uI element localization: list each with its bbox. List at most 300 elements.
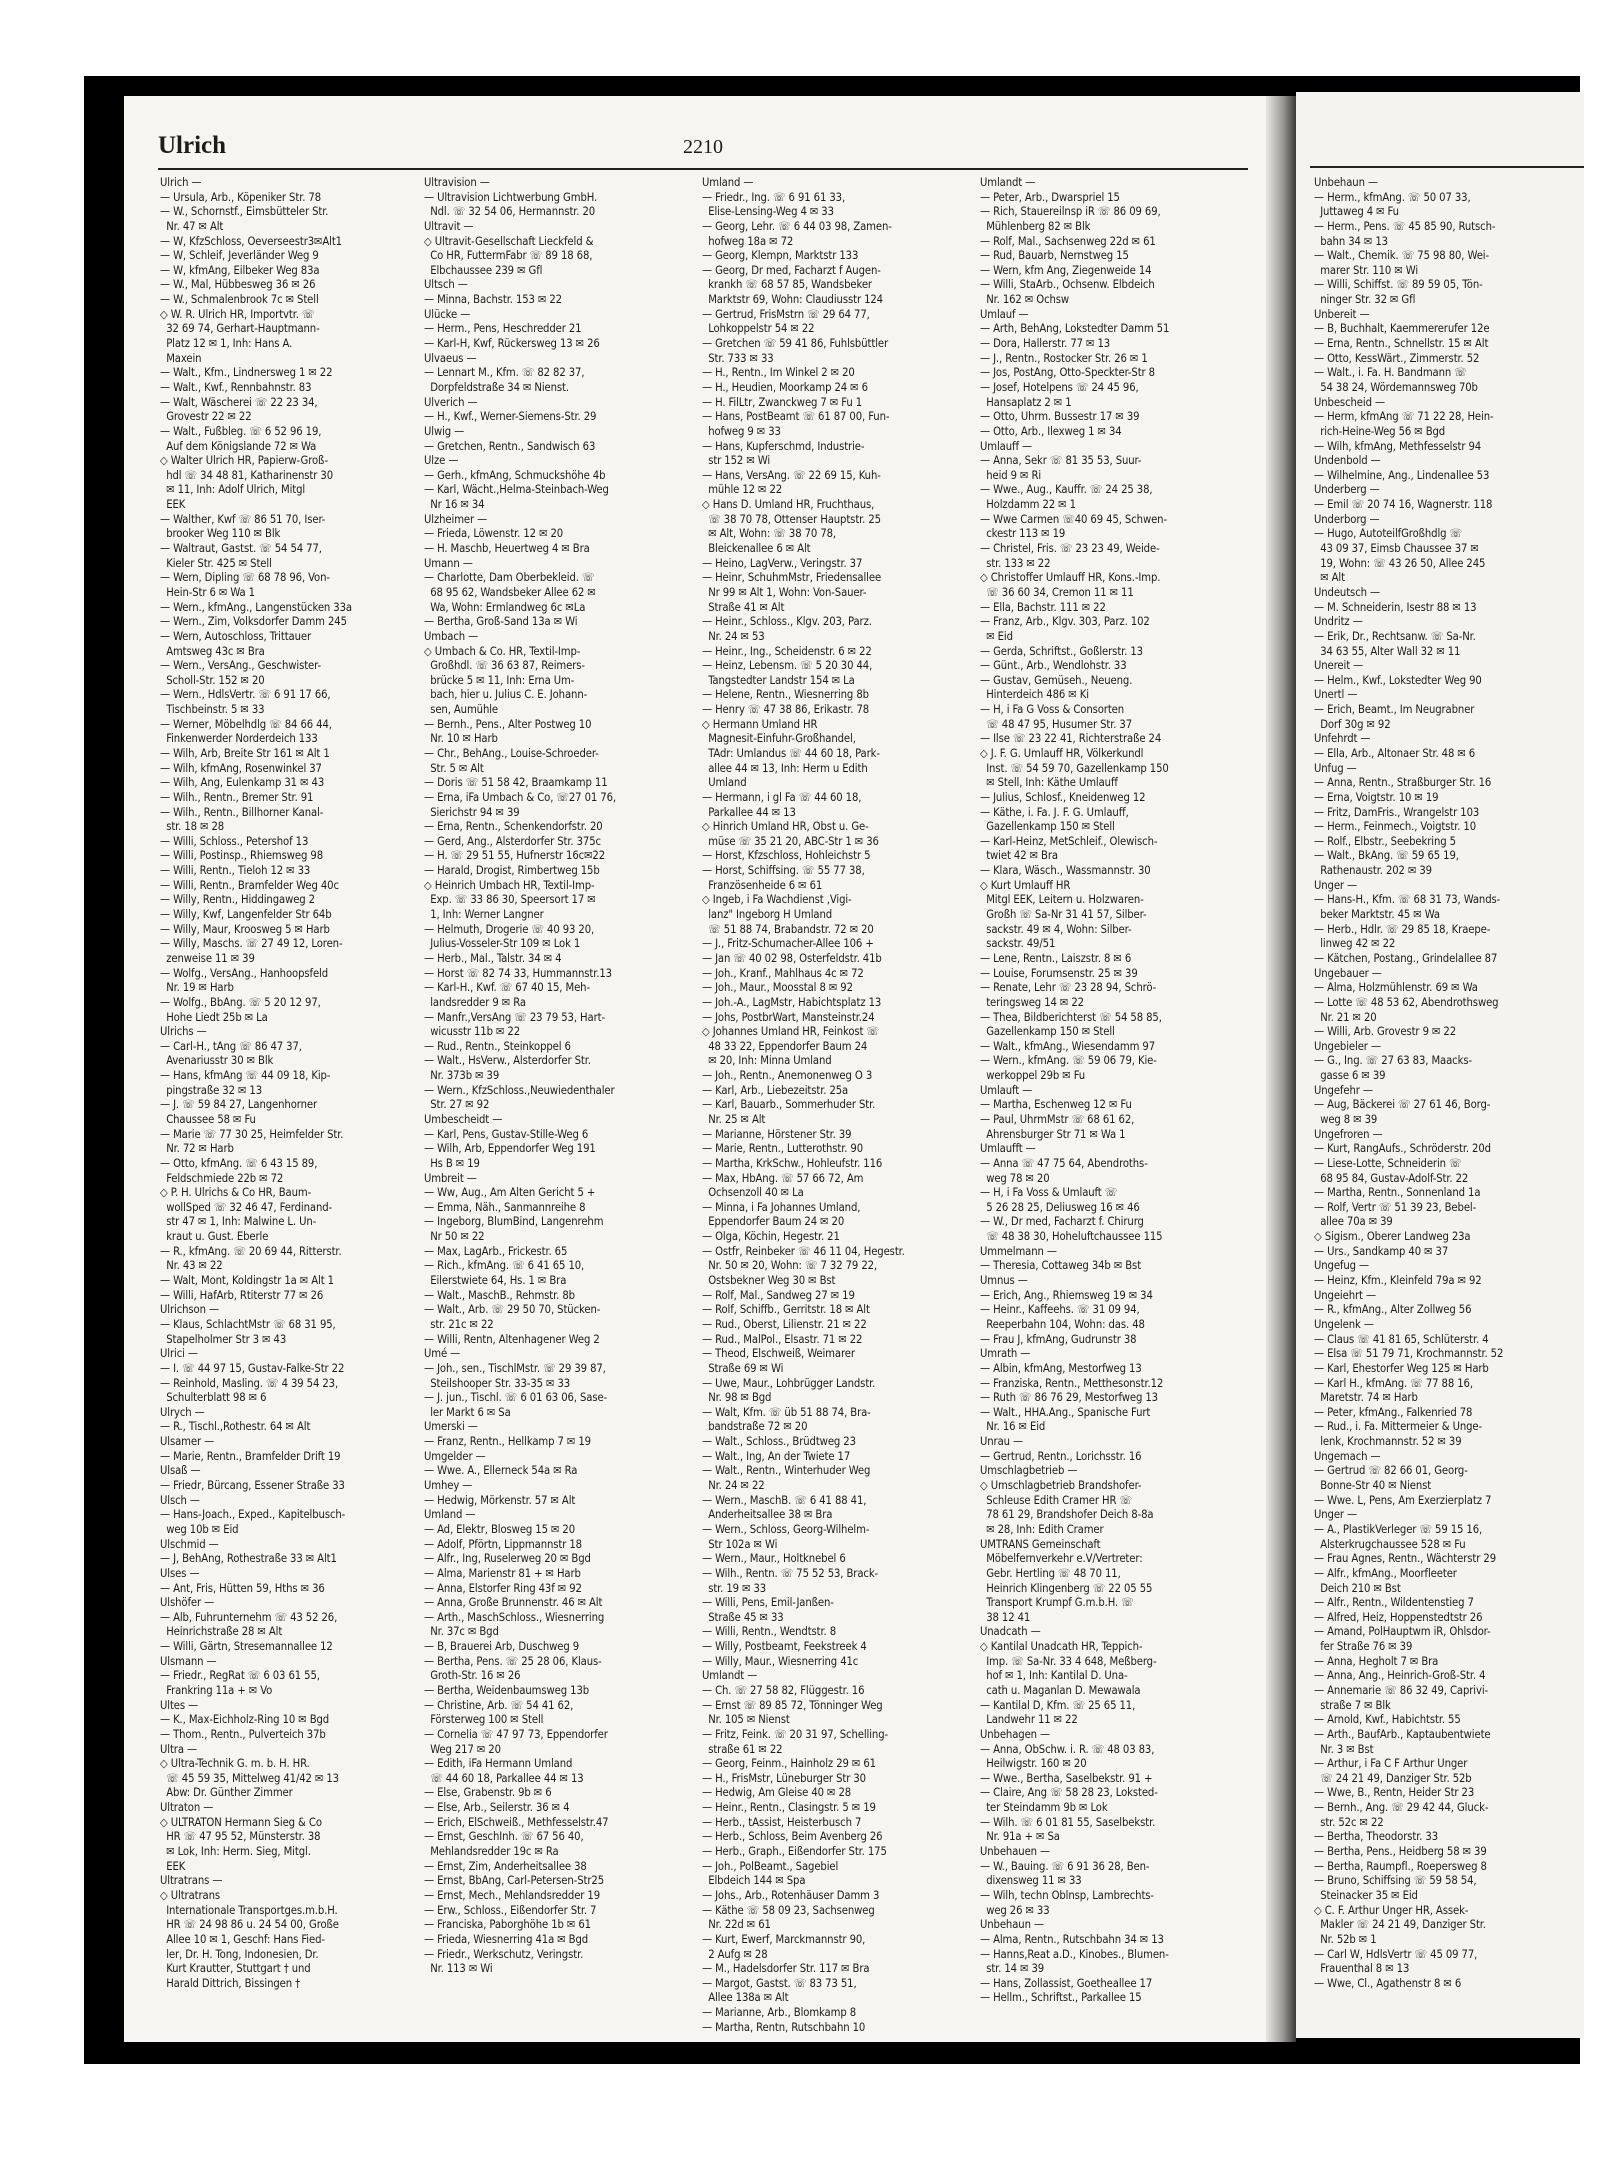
directory-entry-line: — Herm., Pens, Heschredder 21 [424,322,582,336]
directory-entry-line: — I. ☏ 44 97 15, Gustav-Falke-Str 22 [160,1361,345,1375]
directory-entry-line: — Wern., VersAng., Geschwister- [160,659,322,673]
directory-entry-line: ☏ 36 60 34, Cremon 11 ✉ 11 [980,585,1134,599]
directory-entry-line: — R., kfmAng. ☏ 20 69 44, Ritterstr. [160,1244,342,1258]
directory-entry-line: — H., Kwf., Werner-Siemens-Str. 29 [424,410,597,424]
directory-entry-line: 48 33 22, Eppendorfer Baum 24 [702,1039,868,1053]
directory-entry-line: ☏ 38 70 78, Ottenser Hauptstr. 25 [702,512,881,526]
directory-entry-line: Unbescheid — [1314,395,1385,409]
directory-entry-line: Umschlagbetrieb — [980,1464,1078,1478]
directory-entry-line: Marktstr 69, Wohn: Claudiusstr 124 [702,293,883,307]
directory-entry-line: Försterweg 100 ✉ Stell [424,1713,544,1727]
directory-entry-line: — Else, Arb., Seilerstr. 36 ✉ 4 [424,1801,570,1815]
directory-entry-line: — Peter, kfmAng., Falkenried 78 [1314,1405,1473,1419]
directory-entry-line: — Liese-Lotte, Schneiderin ☏ [1314,1156,1462,1170]
directory-entry-line: Str 102a ✉ Wi [702,1537,778,1551]
directory-entry-line: — Johs., Arb., Rotenhäuser Damm 3 [702,1888,880,1902]
directory-entry-line: — Alfred, Heiz, Hoppenstedtstr 26 [1314,1610,1483,1624]
directory-entry-line: wicusstr 11b ✉ 22 [424,1025,521,1039]
directory-entry-line: 54 38 24, Wördemannsweg 70b [1314,380,1478,394]
directory-entry-line: str. 14 ✉ 39 [980,1962,1045,1976]
directory-entry-line: kraut u. Gust. Eberle [160,1230,269,1244]
directory-entry-line: Ulvaeus — [424,351,477,365]
directory-entry-line: TAdr: Umlandus ☏ 44 60 18, Park- [702,746,880,760]
directory-entry-line: — Joh., Rentn., Anemonenweg O 3 [702,1069,873,1083]
directory-entry-line: — Theod, Elschweiß, Weimarer [702,1347,855,1361]
directory-entry-line: — Bertha, Pens. ☏ 25 28 06, Klaus- [424,1654,602,1668]
directory-entry-line: — Willi, Rentn., Tieloh 12 ✉ 33 [160,864,311,878]
directory-entry-line: — Karl, Ehestorfer Weg 125 ✉ Harb [1314,1361,1489,1375]
directory-entry-line: — Kätchen, Postang., Grindelallee 87 [1314,951,1498,965]
directory-entry-line: Maretstr. 74 ✉ Harb [1314,1391,1418,1405]
directory-entry-line: ◇ P. H. Ulrichs & Co HR, Baum- [160,1186,312,1200]
directory-entry-line: — Claus ☏ 41 81 65, Schlüterstr. 4 [1314,1332,1489,1346]
directory-entry-line: — Wern, kfm Ang, Ziegenweide 14 [980,263,1152,277]
directory-entry-line: Ungeiehrt — [1314,1288,1376,1302]
directory-entry-line: Wa, Wohn: Ermlandweg 6c ✉La [424,600,586,614]
directory-entry-line: — Heinr., Rentn., Clasingstr. 5 ✉ 19 [702,1801,876,1815]
directory-entry-line: Ultsch — [424,278,468,292]
directory-entry-line: twiet 42 ✉ Bra [980,849,1058,863]
directory-entry-line: Umann — [424,556,473,570]
directory-entry-line: 68 95 62, Wandsbeker Allee 62 ✉ [424,585,596,599]
directory-entry-line: — Willy, Maur, Kroosweg 5 ✉ Harb [160,922,330,936]
directory-entry-line: — Max, LagArb., Frickestr. 65 [424,1244,568,1258]
directory-entry-line: Unbehaun — [1314,176,1378,189]
directory-entry-line: — Dora, Hallerstr. 77 ✉ 13 [980,337,1111,351]
directory-entry-line: — Thom., Rentn., Pulverteich 37b [160,1727,326,1741]
directory-entry-line: — Erich, Ang., Rhiemsweg 19 ✉ 34 [980,1288,1153,1302]
directory-entry-line: — Hellm., Schriftst., Parkallee 15 [980,1991,1142,2005]
directory-entry-line: Straße 69 ✉ Wi [702,1361,784,1375]
directory-entry-line: — Rud., Oberst, Lilienstr. 21 ✉ 22 [702,1317,867,1331]
directory-entry-line: Nr. 113 ✉ Wi [424,1962,493,1976]
directory-entry-line: bahn 34 ✉ 13 [1314,234,1388,248]
directory-entry-line: Mitgl EEK, Leitern u. Holzwaren- [980,893,1144,907]
directory-entry-line: Finkenwerder Norderdeich 133 [160,732,318,746]
directory-entry-line: — Arth., BaufArb., Kaptaubentwiete [1314,1727,1491,1741]
directory-entry-line: — Heinr, SchuhmMstr, Friedensallee [702,571,882,585]
directory-entry-line: Unereit — [1314,659,1364,673]
directory-entry-line: — H. Maschb, Heuertweg 4 ✉ Bra [424,542,590,556]
directory-entry-line: Umrath — [980,1347,1031,1361]
directory-entry-line: — Wilh, kfmAng, Rosenwinkel 37 [160,761,322,775]
directory-entry-line: — Wilh., Rentn., Bremer Str. 91 [160,790,314,804]
directory-entry-line: Dorf 30g ✉ 92 [1314,717,1391,731]
directory-entry-line: — Willi, Postinsp., Rhiemsweg 98 [160,849,323,863]
directory-entry-line: — Amand, PolHauptwm iR, Ohlsdor- [1314,1625,1491,1639]
directory-entry-line: Nr. 162 ✉ Ochsw [980,293,1070,307]
directory-entry-line: hofweg 18a ✉ 72 [702,234,794,248]
directory-entry-line: — Walt., HHA.Ang., Spanische Furt [980,1405,1151,1419]
directory-entry-line: ✉ Stell, Inh: Käthe Umlauff [980,776,1118,790]
directory-entry-line: — Rolf, Mal., Sandweg 27 ✉ 19 [702,1288,855,1302]
directory-entry-line: Ndl. ☏ 32 54 06, Hermannstr. 20 [424,205,596,219]
directory-entry-line: Maxein [160,351,202,365]
directory-entry-line: — Walt., Chemik. ☏ 75 98 80, Wei- [1314,249,1490,263]
directory-entry-line: ◇ Umbach & Co. HR, Textil-Imp- [424,644,581,658]
directory-entry-line: Hinterdeich 486 ✉ Ki [980,688,1089,702]
directory-entry-line: — H. ☏ 29 51 55, Hufnerstr 16c✉22 [424,849,606,863]
directory-entry-line: ◇ W. R. Ulrich HR, Importvtr. ☏ [160,307,315,321]
directory-entry-line: — Lene, Rentn., Laiszstr. 8 ✉ 6 [980,951,1132,965]
directory-entry-line: Nr. 91a + ✉ Sa [980,1830,1060,1844]
directory-entry-line: — Gustav, Gemüseh., Neueng. [980,673,1133,687]
directory-entry-line: — Hanns,Reat a.D., Kinobes., Blumen- [980,1947,1169,1961]
directory-entry-line: — Herb., Mal., Talstr. 34 ✉ 4 [424,951,562,965]
directory-entry-line: — Doris ☏ 51 58 42, Braamkamp 11 [424,776,608,790]
directory-entry-line: — Alma, Holzmühlenstr. 69 ✉ Wa [1314,981,1478,995]
directory-entry-line: — Else, Grabenstr. 9b ✉ 6 [424,1786,552,1800]
directory-entry-line: str. 19 ✉ 33 [702,1581,767,1595]
directory-entry-line: ◇ Umschlagbetrieb Brandshofer- [980,1479,1142,1493]
directory-entry-line: ◇ Johannes Umland HR, Feinkost ☏ [702,1025,879,1039]
directory-entry-line: ◇ Kantilal Unadcath HR, Teppich- [980,1640,1143,1654]
directory-entry-line: — Harald, Drogist, Rimbertweg 15b [424,864,600,878]
directory-entry-line: — Anna ☏ 47 75 64, Abendroths- [980,1156,1148,1170]
directory-entry-line: — Heinr., Schloss., Klgv. 203, Parz. [702,615,872,629]
directory-entry-line: — Carl W, HdlsVertr ☏ 45 09 77, [1314,1947,1478,1961]
directory-entry-line: — Alb, Fuhrunternehm ☏ 43 52 26, [160,1610,338,1624]
directory-entry-line: Eppendorfer Baum 24 ✉ 20 [702,1215,845,1229]
directory-entry-line: Nr 16 ✉ 34 [424,498,485,512]
directory-entry-line: ☏ 51 88 74, Brabandstr. 72 ✉ 20 [702,922,874,936]
directory-entry-line: Nr. 105 ✉ Nienst [702,1713,790,1727]
directory-entry-line: Unbereit — [1314,307,1370,321]
directory-entry-line: Frauenthal 8 ✉ 13 [1314,1962,1410,1976]
directory-entry-line: Unadcath — [980,1625,1041,1639]
directory-entry-line: Sierichstr 94 ✉ 39 [424,805,520,819]
directory-entry-line: Schleuse Edith Cramer HR ☏ [980,1493,1132,1507]
directory-entry-line: — Bernh., Ang. ☏ 29 42 44, Gluck- [1314,1801,1489,1815]
directory-entry-line: — Anna, Ang., Heinrich-Groß-Str. 4 [1314,1669,1486,1683]
directory-entry-line: — W., Schmalenbrook 7c ✉ Stell [160,293,319,307]
directory-entry-line: Nr. 50 ✉ 20, Wohn: ☏ 7 32 79 22, [702,1259,878,1273]
directory-entry-line: — H, i Fa G Voss & Consorten [980,703,1125,717]
directory-entry-line: Ulrichson — [160,1303,219,1317]
directory-column-2 [424,176,692,1977]
directory-entry-line: — Ella, Arb., Altonaer Str. 48 ✉ 6 [1314,746,1476,760]
directory-entry-line: ◇ J. F. G. Umlauff HR, Völkerkundl [980,746,1144,760]
directory-entry-line: str. 18 ✉ 28 [160,820,225,834]
directory-entry-line: zenweise 11 ✉ 39 [160,951,255,965]
directory-entry-line: — Rolf., Elbstr., Seebekring 5 [1314,834,1456,848]
directory-entry-line: Weg 217 ✉ 20 [424,1742,501,1756]
directory-entry-line: Mehlandsredder 19c ✉ Ra [424,1845,559,1859]
directory-entry-line: — Willi, Rentn, Altenhagener Weg 2 [424,1332,600,1346]
directory-entry-line: — Rolf, Schiffb., Gerritstr. 18 ✉ Alt [702,1303,870,1317]
directory-entry-line: — Ilse ☏ 23 22 41, Richterstraße 24 [980,732,1162,746]
directory-entry-line: — Hans-H., Kfm. ☏ 68 31 73, Wands- [1314,893,1501,907]
directory-entry-line: — Herb., Graph., Eißendorfer Str. 175 [702,1845,887,1859]
directory-entry-line: Kurt Krautter, Stuttgart † und [160,1962,311,1976]
directory-entry-line: — Annemarie ☏ 86 32 49, Caprivi- [1314,1683,1489,1697]
directory-entry-line: — Peter, Arb., Dwarspriel 15 [980,190,1120,204]
directory-entry-line: Umgelder — [424,1449,486,1463]
directory-entry-line: — Karl H., kfmAng. ☏ 77 88 16, [1314,1376,1473,1390]
directory-entry-line: Umlaufft — [980,1142,1036,1156]
directory-entry-line: — Alfr., Ing, Ruselerweg 20 ✉ Bgd [424,1552,591,1566]
directory-entry-line: Ulrici — [160,1347,198,1361]
directory-entry-line: — Wilh, Arb, Breite Str 161 ✉ Alt 1 [160,746,330,760]
directory-entry-line: Ulverich — [424,395,478,409]
directory-entry-line: — Rud, Bauarb, Nernstweg 15 [980,249,1129,263]
directory-entry-line: — R., Tischl.,Rothestr. 64 ✉ Alt [160,1420,311,1434]
directory-entry-line: Umlandt — [980,176,1036,189]
directory-entry-line: Elise-Lensing-Weg 4 ✉ 33 [702,205,834,219]
directory-entry-line: — Erna, Rentn., Schenkendorfstr. 20 [424,820,603,834]
directory-entry-line: Ultravision — [424,176,490,189]
directory-entry-line: Nr 50 ✉ 22 [424,1230,485,1244]
directory-entry-line: — Aug, Bäckerei ☏ 27 61 46, Borg- [1314,1098,1491,1112]
directory-entry-line: — Walt., MaschB., Rehmstr. 8b [424,1288,575,1302]
directory-entry-line: Hohe Liedt 25b ✉ La [160,1010,268,1024]
directory-entry-line: — Gerd, Ang., Alsterdorfer Str. 375c [424,834,601,848]
directory-entry-line: 19, Wohn: ☏ 43 26 50, Allee 245 [1314,556,1486,570]
directory-entry-line: Nr. 16 ✉ Eid [980,1420,1046,1434]
directory-entry-line: — Wern, Dipling ☏ 68 78 96, Von- [160,571,330,585]
directory-entry-line: Str. 5 ✉ Alt [424,761,484,775]
directory-entry-line: Nr. 24 ✉ 53 [702,629,765,643]
directory-entry-line: ✉ Alt, Wohn: ☏ 38 70 78, [702,527,837,541]
directory-entry-line: Parkallee 44 ✉ 13 [702,805,796,819]
directory-entry-line: — H., Heudien, Moorkamp 24 ✉ 6 [702,380,868,394]
directory-entry-line: Ungelenk — [1314,1317,1374,1331]
directory-entry-line: Steinacker 35 ✉ Eid [1314,1888,1418,1902]
directory-entry-line: ◇ Hermann Umland HR [702,717,818,731]
directory-entry-line: Hs B ✉ 19 [424,1156,480,1170]
directory-entry-line: Steilshooper Str. 33-35 ✉ 33 [424,1376,571,1390]
directory-entry-line: — Frieda, Löwenstr. 12 ✉ 20 [424,527,564,541]
directory-entry-line: — Ruth ☏ 86 76 29, Mestorfweg 13 [980,1391,1158,1405]
directory-entry-line: — Hedwig, Mörkenstr. 57 ✉ Alt [424,1493,576,1507]
directory-entry-line: — Minna, Bachstr. 153 ✉ 22 [424,293,562,307]
directory-entry-line: — Rich, Stauereilnsp iR ☏ 86 09 69, [980,205,1161,219]
directory-entry-line: — Käthe ☏ 58 09 23, Sachsenweg [702,1903,875,1917]
directory-entry-line: heid 9 ✉ Ri [980,468,1042,482]
directory-entry-line: straße 7 ✉ Blk [1314,1698,1391,1712]
directory-entry-line: — Rud., Rentn., Steinkoppel 6 [424,1039,571,1053]
directory-entry-line: — Walt., Fußbleg. ☏ 6 52 96 19, [160,424,322,438]
directory-entry-line: Groth-Str. 16 ✉ 26 [424,1669,521,1683]
directory-entry-line: — Martha, Eschenweg 12 ✉ Fu [980,1098,1132,1112]
directory-entry-line: — Herb., Hdlr. ☏ 29 85 18, Kraepe- [1314,922,1491,936]
directory-entry-line: Kieler Str. 425 ✉ Stell [160,556,272,570]
directory-entry-line: Französenheide 6 ✉ 61 [702,878,823,892]
directory-entry-line: HR ☏ 24 98 86 u. 24 54 00, Große [160,1918,339,1932]
directory-entry-line: — Bertha, Theodorstr. 33 [1314,1830,1439,1844]
directory-entry-line: — Alma, Rentn., Rutschbahn 34 ✉ 13 [980,1932,1164,1946]
directory-entry-line: — H. FilLtr, Zwanckweg 7 ✉ Fu 1 [702,395,863,409]
directory-entry-line: — Rich., kfmAng. ☏ 6 41 65 10, [424,1259,585,1273]
directory-entry-line: — Erw., Schloss., Eißendorfer Str. 7 [424,1903,597,1917]
directory-entry-line: — Willi, Pens, Emil-Janßen- [702,1596,834,1610]
directory-entry-line: — Ch. ☏ 27 58 82, Flüggestr. 16 [702,1683,865,1697]
directory-entry-line: — Erna, iFa Umbach & Co, ☏27 01 76, [424,790,616,804]
directory-entry-line: Straße 45 ✉ 33 [702,1610,784,1624]
directory-entry-line: — Wilh. ☏ 6 01 81 55, Saselbekstr. [980,1815,1156,1829]
directory-entry-line: Umland [702,776,747,790]
directory-entry-line: 78 61 29, Brandshofer Deich 8-8a [980,1508,1154,1522]
directory-entry-line: — Otto, KessWärt., Zimmerstr. 52 [1314,351,1480,365]
directory-entry-line: Umnus — [980,1274,1028,1288]
directory-entry-line: EEK [160,498,186,512]
directory-entry-line: — Anna, Sekr ☏ 81 35 53, Suur- [980,454,1142,468]
directory-entry-line: werkoppel 29b ✉ Fu [980,1069,1086,1083]
directory-entry-line: — Karl-Heinz, MetSchleif., Olewisch- [980,834,1158,848]
directory-entry-line: Tangstedter Landstr 154 ✉ La [702,673,855,687]
directory-entry-line: — H, i Fa Voss & Umlauft ☏ [980,1186,1118,1200]
directory-entry-line: — Walt., Kfm., Lindnersweg 1 ✉ 22 [160,366,333,380]
directory-entry-line: — Hans, Kupferschmd, Industrie- [702,439,865,453]
directory-entry-line: — Joh.-A., LagMstr, Habichtsplatz 13 [702,995,882,1009]
directory-entry-line: ◇ Ingeb, i Fa Wachdienst ,Vigi- [702,893,852,907]
directory-entry-line: — Walt., BkAng. ☏ 59 65 19, [1314,849,1459,863]
directory-entry-line: 38 12 41 [980,1610,1031,1624]
directory-entry-line: — W., Schornstf., Eimsbütteler Str. [160,205,329,219]
directory-entry-line: Exp. ☏ 33 86 30, Speersort 17 ✉ [424,893,596,907]
directory-entry-line: — Arthur, i Fa C F Arthur Unger [1314,1757,1468,1771]
directory-entry-line: — Erna, Rentn., Schnellstr. 15 ✉ Alt [1314,337,1489,351]
directory-entry-line: Undenbold — [1314,454,1381,468]
directory-entry-line: Ulshöfer — [160,1596,215,1610]
directory-entry-line: — Wilh., Rentn. ☏ 75 52 53, Brack- [702,1566,879,1580]
directory-entry-line: — Wilh, techn Oblnsp, Lambrechts- [980,1888,1154,1902]
directory-entry-line: — Herb., tAssist, Heisterbusch 7 [702,1815,862,1829]
directory-entry-line: Str. 27 ✉ 92 [424,1098,490,1112]
header-rule [158,168,1248,170]
directory-entry-line: allee 44 ✉ 13, Inh: Herm u Edith [702,761,868,775]
directory-entry-line: ◇ Ultra-Technik G. m. b. H. HR. [160,1757,310,1771]
directory-entry-line: — Manfr.,VersAng ☏ 23 79 53, Hart- [424,1010,606,1024]
directory-entry-line: — Karl, Arb., Liebezeitstr. 25a [702,1083,849,1097]
directory-entry-line: Grovestr 22 ✉ 22 [160,410,252,424]
directory-entry-line: Underberg — [1314,483,1380,497]
directory-entry-line: Unbehaun — [980,1918,1044,1932]
directory-entry-line: brooker Weg 110 ✉ Blk [160,527,281,541]
directory-entry-line: Feldschmiede 22b ✉ 72 [160,1171,284,1185]
directory-entry-line: — Georg, Dr med, Facharzt f Augen- [702,263,881,277]
directory-entry-line: — Rolf, Mal., Sachsenweg 22d ✉ 61 [980,234,1156,248]
directory-entry-line: — Erik, Dr., Rechtsanw. ☏ Sa-Nr. [1314,629,1476,643]
directory-entry-line: — Theresia, Cottaweg 34b ✉ Bst [980,1259,1142,1273]
directory-entry-line: — Joh., PolBeamt., Sagebiel [702,1859,839,1873]
directory-entry-line: — Walt., Rentn., Winterhuder Weg [702,1464,871,1478]
directory-entry-line: — Anna, Elstorfer Ring 43f ✉ 92 [424,1581,582,1595]
directory-entry-line: — Georg, Lehr. ☏ 6 44 03 98, Zamen- [702,219,892,233]
directory-entry-line: weg 26 ✉ 33 [980,1903,1050,1917]
book-gutter [1266,96,1296,2042]
directory-entry-line: — Frau J, kfmAng, Gudrunstr 38 [980,1332,1137,1346]
directory-entry-line: ckestr 113 ✉ 19 [980,527,1066,541]
directory-entry-line: 43 09 37, Eimsb Chaussee 37 ✉ [1314,542,1479,556]
directory-entry-line: — Georg, Feinm., Hainholz 29 ✉ 61 [702,1757,876,1771]
directory-entry-line: Großh ☏ Sa-Nr 31 41 57, Silber- [980,908,1147,922]
directory-entry-line: hofweg 9 ✉ 33 [702,424,781,438]
directory-entry-line: Ulsaß — [160,1464,201,1478]
directory-entry-line: — Ernst, Mech., Mehlandsredder 19 [424,1888,601,1902]
page-number: 2210 [683,136,723,158]
directory-entry-line: Transport Krumpf G.m.b.H. ☏ [980,1596,1134,1610]
directory-entry-line: pingstraße 32 ✉ 13 [160,1083,263,1097]
page-header [158,132,1248,166]
directory-entry-line: Ulzheimer — [424,512,488,526]
directory-entry-line: — Wern., MaschB. ☏ 6 41 88 41, [702,1493,867,1507]
directory-entry-line: Tischbeinstr. 5 ✉ 33 [160,703,265,717]
directory-entry-line: ler, Dr. H. Tong, Indonesien, Dr. [160,1947,319,1961]
directory-entry-line: — Ingeborg, BlumBind, Langenrehm [424,1215,604,1229]
directory-entry-line: Ultes — [160,1698,199,1712]
directory-column-5 [1314,176,1584,1991]
directory-entry-line: — Rolf, Vertr ☏ 51 39 23, Bebel- [1314,1200,1477,1214]
directory-entry-line: — Karl-H., Kwf. ☏ 67 40 15, Meh- [424,981,590,995]
directory-entry-line: — Otto, Uhrm. Bussestr 17 ✉ 39 [980,410,1140,424]
directory-entry-line: gasse 6 ✉ 39 [1314,1069,1386,1083]
directory-column-1 [160,176,428,1991]
directory-entry-line: — Edith, iFa Hermann Umland [424,1757,573,1771]
directory-entry-line: Gebr. Hertling ☏ 48 70 11, [980,1566,1121,1580]
directory-entry-line: — Karl-H, Kwf, Rückersweg 13 ✉ 26 [424,337,600,351]
directory-entry-line: Unfehrdt — [1314,732,1371,746]
directory-entry-line: — Klara, Wäsch., Wassmannstr. 30 [980,864,1151,878]
directory-entry-line: Ulze — [424,454,459,468]
directory-entry-line: Mühlenberg 82 ✉ Blk [980,219,1091,233]
directory-entry-line: Umlauft — [980,1083,1033,1097]
directory-entry-line: 34 63 55, Alter Wall 32 ✉ 11 [1314,644,1461,658]
directory-entry-line: — Emma, Näh., Sanmannreihe 8 [424,1200,586,1214]
directory-entry-line: — Jan ☏ 40 02 98, Osterfeldstr. 41b [702,951,882,965]
directory-entry-line: — Ernst, BbAng, Carl-Petersen-Str25 [424,1874,604,1888]
directory-entry-line: — Wolfg., VersAng., Hanhoopsfeld [160,966,329,980]
directory-entry-line: — Gertrud, Rentn., Lorichsstr. 16 [980,1449,1142,1463]
directory-entry-line: — Werner, Möbelhdlg ☏ 84 66 44, [160,717,332,731]
directory-entry-line: — Franz, Rentn., Hellkamp 7 ✉ 19 [424,1435,591,1449]
directory-entry-line: — Wern., kfmAng., Langenstücken 33a [160,600,352,614]
directory-entry-line: — Bruno, Schiffsing ☏ 59 58 54, [1314,1874,1477,1888]
directory-entry-line: — Cornelia ☏ 47 97 73, Eppendorfer [424,1727,608,1741]
directory-entry-line: Umé — [424,1347,461,1361]
directory-entry-line: — Martha, Rentn, Rutschbahn 10 [702,2020,866,2034]
directory-entry-line: — Anna, Hegholt 7 ✉ Bra [1314,1654,1439,1668]
directory-entry-line: Lohkoppelstr 54 ✉ 22 [702,322,815,336]
directory-entry-line: — Herm., Feinmech., Voigtstr. 10 [1314,820,1477,834]
directory-entry-line: Allee 138a ✉ Alt [702,1991,789,2005]
directory-entry-line: linweg 42 ✉ 22 [1314,937,1396,951]
directory-entry-line: Heilwigstr. 160 ✉ 20 [980,1757,1087,1771]
directory-entry-line: marer Str. 110 ✉ Wi [1314,263,1419,277]
directory-entry-line: Gazellenkamp 150 ✉ Stell [980,1025,1115,1039]
directory-entry-line: — Johs, PostbrWart, Mansteinstr.24 [702,1010,875,1024]
directory-entry-line: ◇ ULTRATON Hermann Sieg & Co [160,1815,322,1829]
directory-column-4 [980,176,1260,2006]
directory-entry-line: — Käthe, i. Fa. J. F. G. Umlauff, [980,805,1129,819]
directory-entry-line: Unfug — [1314,761,1357,775]
directory-entry-line: — Willi, Rentn., Bramfelder Weg 40c [160,878,339,892]
directory-entry-line: Allee 10 ✉ 1, Geschf: Hans Fied- [160,1932,325,1946]
directory-entry-line: — Hans, kfmAng ☏ 44 09 18, Kip- [160,1069,331,1083]
directory-entry-line: sackstr. 49 ✉ 4, Wohn: Silber- [980,922,1132,936]
directory-entry-line: — Wilh, kfmAng, Methfesselstr 94 [1314,439,1482,453]
directory-entry-line: Nr. 373b ✉ 39 [424,1069,500,1083]
facing-header-rule [1310,166,1584,168]
directory-entry-line: Ungefug — [1314,1259,1370,1273]
directory-entry-line: Anderheitsallee 38 ✉ Bra [702,1508,833,1522]
directory-entry-line: — Wern., kfmAng. ☏ 59 06 79, Kie- [980,1054,1157,1068]
directory-entry-line: ◇ Walter Ulrich HR, Papierw-Groß- [160,454,329,468]
directory-entry-line: — Reinhold, Masling. ☏ 4 39 54 23, [160,1376,339,1390]
directory-entry-line: — Henry ☏ 47 38 86, Erikastr. 78 [702,703,870,717]
directory-entry-line: Amtsweg 43c ✉ Bra [160,644,265,658]
directory-entry-line: — Lennart M., Kfm. ☏ 82 82 37, [424,366,585,380]
